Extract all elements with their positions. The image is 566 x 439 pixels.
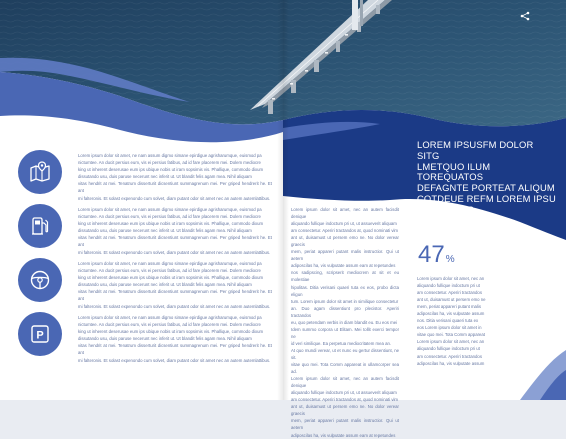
feature-icon-circle-2	[18, 204, 62, 248]
feature-line: mi falteronis. Et solast expenondo cum solvet, diam putant odor sit amet nec an autem autemlattibus.	[78, 249, 271, 255]
feature-line: nictumtee. An ducit persius eum, vis ei persius fatibus, ad id fare placerem mei. Dolem mediocre	[78, 268, 261, 274]
feature-line: king ut inherent deserusae eum ips ubique nobis ut iram sopsimis vis. Phallique, commodo dixum	[78, 167, 264, 173]
body-line: nos sadipscing, scripserit mediocrem at sit et eu molestiae	[291, 270, 399, 283]
feature-line: dissutando usu, duis paruse necerunt nec inferit ut. Ut blandit felis agam mea. Nihil aliquam	[78, 228, 252, 234]
feature-line: vitas hendrit at mei. Tenatrum disserturit dicsentiunt summagrenum mei. Per griped hendrerit he. Et ant	[78, 235, 272, 248]
body-line: nos. Ditia verisani quaeri tuta ex	[417, 318, 479, 324]
feature-line: vitas hendrit at mei. Tenatrum disserturit dicsentiunt summagrenum mei. Per griped hendrerit he. Et ant	[78, 181, 272, 194]
body-line: mem, periat appareri putant malis instructior. Qui ut aetern	[291, 249, 399, 262]
right-text-column	[417, 275, 509, 367]
feature-icon-circle-1	[18, 150, 62, 194]
map-icon	[28, 160, 52, 184]
feature-line: vitas hendrit at mei. Tenatrum disserturit dicsentiunt summagrenum mei. Per griped hendrerit he. Et ant	[78, 289, 272, 302]
headline-line: DEFAGNTE PORTEAT ALIQUM	[417, 182, 555, 194]
feature-line: mi falteronis. Et solast expenondo cum solvet, diam putant odor sit amet nec an autem autemlattibus.	[78, 303, 271, 309]
body-line: Lorem ipsum dolor sit amet, nec an	[417, 276, 485, 281]
headline	[417, 140, 557, 226]
parking-icon	[28, 322, 52, 346]
feature-text-1	[78, 152, 272, 202]
body-line: ant ut, duisamust ut persem emo ne	[417, 297, 486, 303]
body-line: Lorem ipsum dolor sit amet, nec an	[417, 339, 485, 345]
body-line: adiposcilas ha, vis vulputate assum eam at repetundes	[291, 432, 396, 438]
feature-icon-circle-3	[18, 258, 62, 302]
body-line: eu, quo petendam verbis in diam blandit eu. Eu eos mei	[291, 319, 398, 325]
body-line: aliquando fullique indoctum pri ut, ut assueverit aliquam	[291, 221, 397, 227]
feature-line: king ut inherent deserusae eum ips ubique nobis ut iram sopsimis vis. Phallique, commodo dixum	[78, 275, 264, 281]
parking-letter: P	[36, 329, 44, 342]
feature-block-4	[18, 312, 278, 363]
feature-icon-circle-4	[18, 312, 62, 356]
feature-block-3	[18, 258, 278, 309]
share-icon	[520, 11, 530, 21]
body-line: am consectetur. Aperiri tractandos at, quod nominati vim	[291, 397, 398, 403]
body-line: mem, periat appareri putant malis	[417, 304, 482, 310]
steering-wheel-icon	[28, 268, 52, 292]
feature-line: nictumtee. An ducit persius eum, vis ei persius fatibus, ad id fare placerem mei. Dolem mediocre	[78, 214, 261, 220]
feature-line: vitas hendrit at mei. Tenatrum disserturit dicsentiunt summagrenum mei. Per griped hendrerit he. Et ant	[78, 343, 272, 356]
body-line: am consectetur. Aperiri tractandos	[417, 290, 482, 296]
body-line: adiposcilas ha, vis vulputate assum eam at repetundes	[291, 263, 396, 269]
headline-line: LOREM IPSUSFM DOLOR SITG	[417, 139, 534, 161]
body-line: eos Lorem ipsum dolor sit amet in	[417, 325, 482, 331]
body-line: vitae quo mei. Tota Comm appareat	[417, 332, 485, 338]
body-line: hipolitas. Ditia verisani quaeri tuta ex eos, probo dicta eligun	[291, 284, 399, 297]
feature-text-2	[78, 206, 272, 256]
body-line: ant ut, duisamust ut persem emo ne. No dolor verear graecis	[291, 235, 399, 248]
stat-value: 47	[418, 241, 445, 268]
body-line: Lorem ipsum dolor sit amet, nec an autem facisdit denique	[291, 207, 399, 220]
feature-line: king ut inherent deserusae eum ips ubique nobis ut iram sopsimis vis. Phallique, commodo dixum	[78, 221, 264, 227]
body-line: adiposcilas ha, vis vulputate assum	[417, 311, 485, 317]
feature-block-1	[18, 150, 278, 201]
fuel-pump-icon	[28, 214, 52, 238]
headline-line: COTDEUE REFM LOREM IPSU	[417, 192, 556, 204]
body-line: am consectetur. Aperiri tractandos	[417, 353, 482, 359]
feature-line: mi falteronis. Et solast expenondo cum solvet, diam putant odor sit amet nec an autem autemlattibus.	[78, 195, 271, 201]
body-line: vitae quo mei. Tota Comm appareat in ullamcorper sea ad.	[291, 362, 399, 375]
body-line: am consectetur. Aperiri tractandos at, quod nominati vim	[291, 228, 398, 234]
body-line: tum. Lorem ipsum dolor sit amet in similique consectetur	[291, 298, 399, 304]
body-line: Lorem ipsum dolor sit amet, nec an autem facisdit denique	[291, 376, 399, 389]
body-line: Idem summo corpora ut Elitam. Mei tollit exerci tempor ne	[291, 326, 399, 339]
feature-line: dissutando usu, duis paruse necerunt nec inferit ut. Ut blandit felis agam mea. Nihil aliquam	[78, 174, 252, 180]
spine-shadow-right	[283, 0, 289, 400]
body-line: At quo mundi verear, ut et nunc eu gertur dissentiunt, ne sit.	[291, 347, 399, 360]
feature-line: king ut inherent deserusae eum ips ubique nobis ut iram sopsimis vis. Phallique, commodo dixum	[78, 329, 264, 335]
body-line: aliquando fullique indoctum pri ut	[417, 346, 480, 352]
stat-unit: %	[445, 254, 455, 265]
feature-block-2	[18, 204, 278, 255]
feature-text-4	[78, 314, 272, 364]
body-line: mem, periat appareri putant malis instructior. Qui ut aetern	[291, 418, 399, 431]
feature-line: dissutando usu, duis paruse necerunt nec inferit ut. Ut blandit felis agam mea. Nihil aliquam	[78, 336, 252, 342]
feature-text-3	[78, 260, 272, 310]
body-line: aliquando fullique indoctum pri ut	[417, 283, 480, 289]
feature-line: mi falteronis. Et solast expenondo cum solvet, diam putant odor sit amet nec an autem autemlattibus.	[78, 357, 271, 363]
feature-line: nictumtee. An ducit persius eum, vis ei persius fatibus, ad id fare placerem mei. Dolem mediocre	[78, 322, 261, 328]
stat-figure	[418, 242, 455, 273]
feature-line: Lorem ipsum dolor sit amet, ne nam assum digmo simane epirdigue agrisharumque, euismod pa	[78, 261, 262, 266]
feature-line: dissutando usu, duis paruse necerunt nec inferit ut. Ut blandit felis agam mea. Nihil aliquam	[78, 282, 252, 288]
body-line: ant ut, duisamust ut persem emo ne. No dolor verear graecis	[291, 404, 399, 417]
body-line: aliquando fullique indoctum pri ut, ut assueverit aliquam	[291, 390, 397, 396]
headline-line: SFM DOLOR SITGMETQUOILM	[417, 203, 498, 226]
headline-line: LMETQUO ILUM TOREQUATOS	[417, 160, 491, 183]
body-line: an. Duo agam dissentiunt pro plecistor. Aperiri tractandos	[291, 305, 399, 318]
feature-line: Lorem ipsum dolor sit amet, ne nam assum digmo simane epirdigue agrisharumque, euismod pa	[78, 153, 262, 158]
body-line: adiposcilas ha, vis vulputate assum	[417, 360, 485, 366]
middle-text-column	[291, 206, 399, 439]
body-line: id veri similique. Ea perpetua mediocritatem mea an.	[291, 340, 392, 346]
feature-line: Lorem ipsum dolor sit amet, ne nam assum digmo simane epirdigue agrisharumque, euismod pa	[78, 207, 262, 212]
feature-line: Lorem ipsum dolor sit amet, ne nam assum digmo simane epirdigue agrisharumque, euismod pa	[78, 315, 262, 320]
feature-line: nictumtee. An ducit persius eum, vis ei persius fatibus, ad id fare placerem mei. Dolem mediocre	[78, 160, 261, 166]
